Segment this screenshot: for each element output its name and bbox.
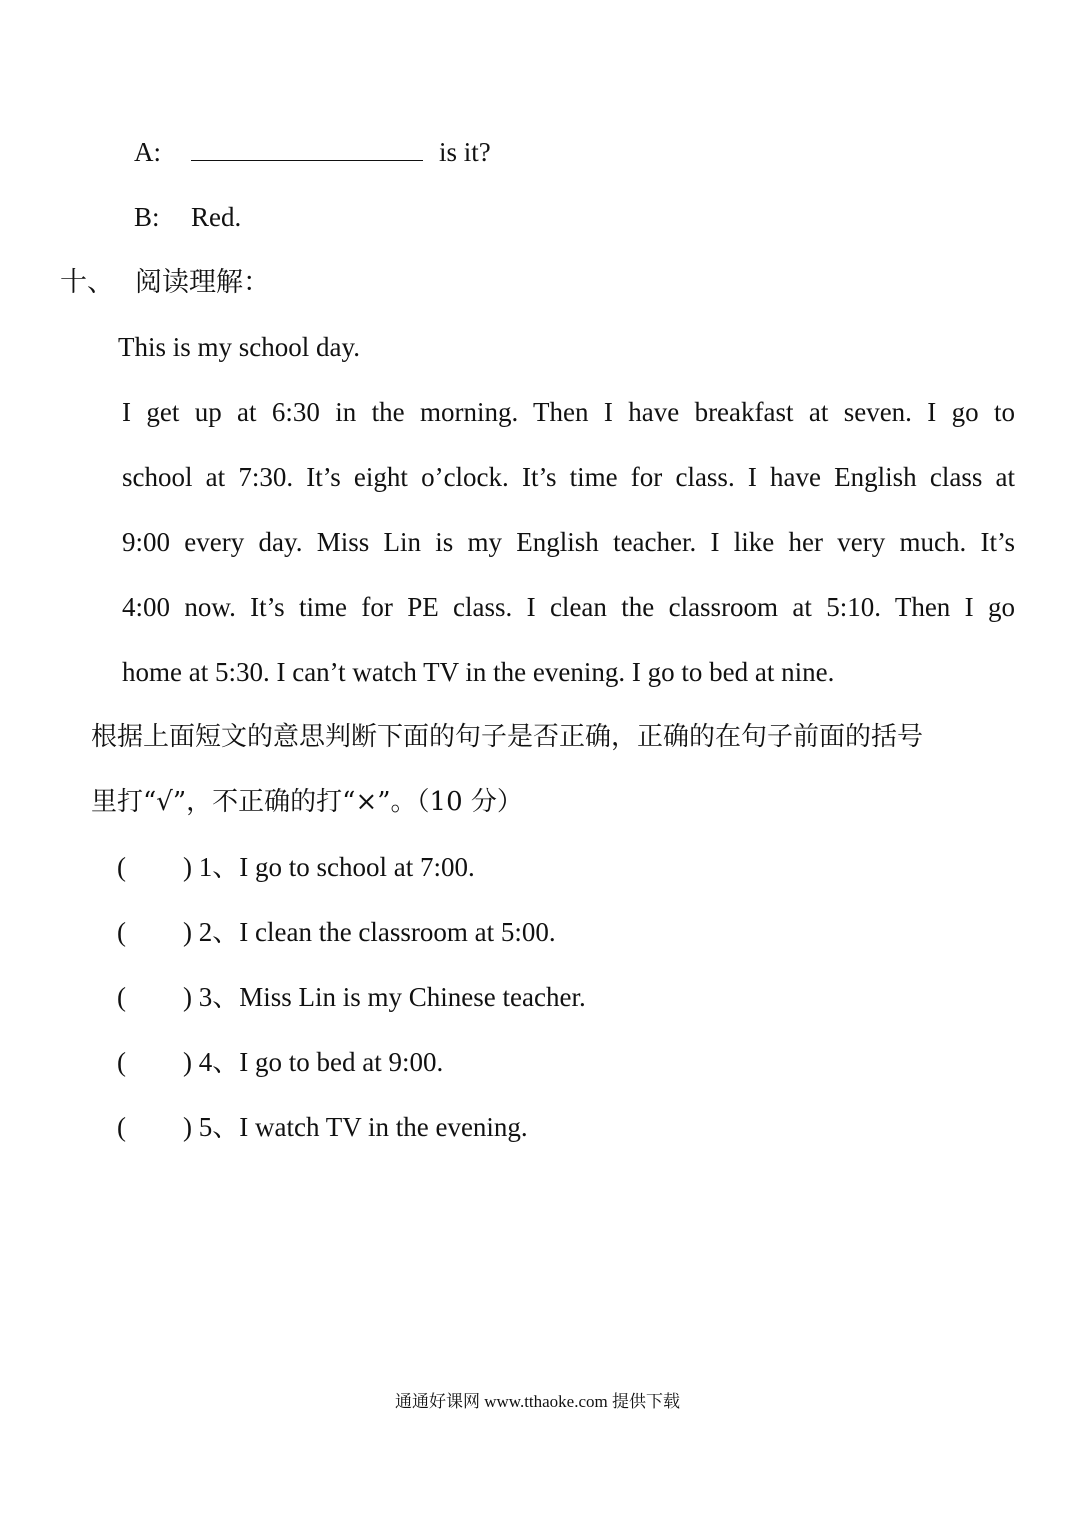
section-heading (60, 267, 270, 297)
instructions-line-2: 里打“√”，不正确的打“×”。（10 分） (91, 787, 523, 817)
page-footer: 通通好课网 www.tthaoke.com 提供下载 (394, 1392, 681, 1411)
judgement-item-4 (117, 1047, 443, 1077)
answer-bracket[interactable]: ( (117, 852, 126, 882)
judgement-item-5 (117, 1112, 528, 1142)
passage-line: 4:00 now. It’s time for PE class. I clean the classroom at 5:10. Then I go (122, 592, 1015, 622)
answer-bracket[interactable]: ( (117, 982, 126, 1012)
instructions-line-1: 根据上面短文的意思判断下面的句子是否正确，正确的在句子前面的括号 (91, 722, 924, 752)
speaker-a-label: A: (134, 137, 161, 167)
item-number: ) 5、 (183, 1112, 240, 1142)
item-text: I go to school at 7:00. (239, 852, 475, 882)
item-text: Miss Lin is my Chinese teacher. (239, 982, 586, 1012)
dialog-line-a (134, 137, 491, 167)
answer-bracket[interactable]: ( (117, 1112, 126, 1142)
answer-blank[interactable] (191, 138, 423, 161)
answer-bracket[interactable]: ( (117, 917, 126, 947)
judgement-item-3 (117, 982, 586, 1012)
item-text: I watch TV in the evening. (239, 1112, 528, 1142)
answer-bracket[interactable]: ( (117, 1047, 126, 1077)
item-number: ) 2、 (183, 917, 240, 947)
item-number: ) 1、 (183, 852, 240, 882)
item-text: I clean the classroom at 5:00. (239, 917, 556, 947)
passage-line: home at 5:30. I can’t watch TV in the evening. I go to bed at nine. (122, 657, 835, 687)
dialog-line-b (134, 202, 241, 232)
passage-line: school at 7:30. It’s eight o’clock. It’s time for class. I have English class at (122, 462, 1015, 492)
dialog-a-text: is it? (439, 137, 491, 167)
judgement-item-2 (117, 917, 556, 947)
passage-line: I get up at 6:30 in the morning. Then I have breakfast at seven. I go to (122, 397, 1015, 427)
item-number: ) 4、 (183, 1047, 240, 1077)
section-title: 阅读理解： (135, 267, 270, 297)
dialog-b-text: Red. (191, 202, 242, 232)
speaker-b-label: B: (134, 202, 160, 232)
passage-title: This is my school day. (118, 332, 360, 362)
passage-line: 9:00 every day. Miss Lin is my English teacher. I like her very much. It’s (122, 527, 1015, 557)
section-number: 十、 (60, 267, 114, 297)
judgement-item-1 (117, 852, 475, 882)
item-text: I go to bed at 9:00. (239, 1047, 444, 1077)
item-number: ) 3、 (183, 982, 240, 1012)
